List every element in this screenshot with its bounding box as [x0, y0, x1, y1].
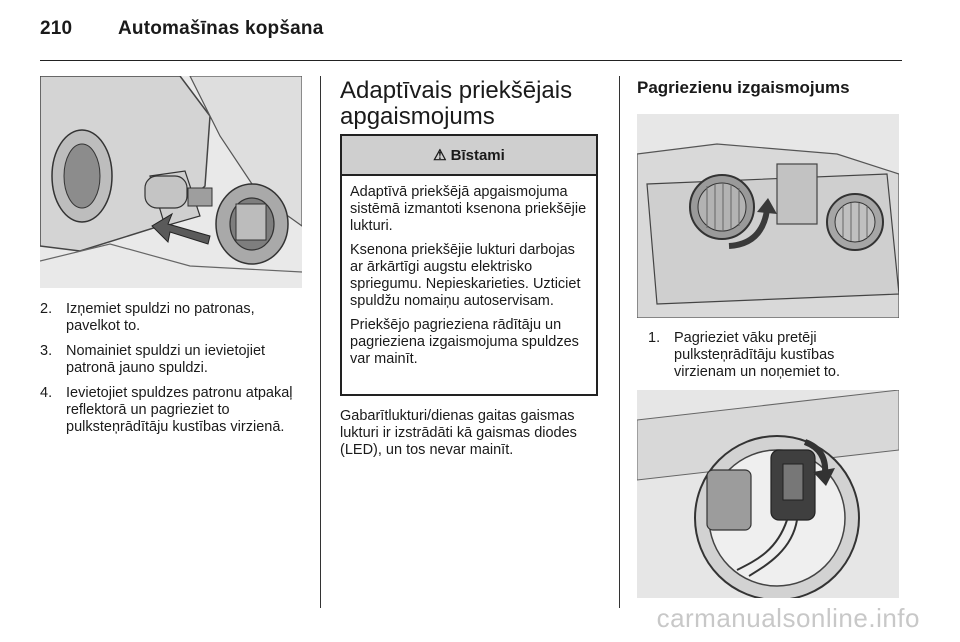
- left-step-list: [40, 301, 306, 444]
- headlamp-cover-illustration: [637, 114, 899, 318]
- header-rule: [40, 60, 902, 61]
- right-step-list: [648, 330, 898, 389]
- page-number: 210: [40, 18, 73, 39]
- section-heading: Adaptīvais priekšējais apgaismojums: [340, 77, 573, 130]
- column-divider: [619, 76, 620, 608]
- watermark: carmanualsonline.info: [656, 603, 920, 633]
- body-paragraph: Gabarītlukturi/dienas gaitas gaismas lukturi ir izstrādāti kā gaismas diodes (LED), un tos nevar mainīt.: [340, 408, 577, 458]
- warning-paragraph: Ksenona priekšējie lukturi darbojas ar ārkārtīgi augstu elektrisko spriegumu. Nepieskarieties. Uzticiet spuldžu nomaiņu autoservisam.: [350, 242, 581, 309]
- list-item: 1. Pagrieziet vāku pretēji pulksteņrādītāju kustības virzienam un noņemiet to.: [648, 330, 841, 380]
- warning-label: Bīstami: [450, 146, 505, 164]
- turn-lamp-bulb-illustration: [637, 390, 899, 598]
- column-divider: [320, 76, 321, 608]
- warning-box: [340, 134, 598, 396]
- warning-icon: ⚠: [433, 147, 447, 164]
- warning-paragraph: Priekšējo pagrieziena rādītāju un pagrieziena izgaismojuma spuldzes var mainīt.: [350, 317, 579, 367]
- page-title: Automašīnas kopšana: [118, 18, 324, 39]
- warning-paragraph: Adaptīvā priekšējā apgaismojuma sistēmā izmantoti ksenona priekšējie lukturi.: [350, 184, 587, 234]
- warning-header: [342, 136, 596, 176]
- subsection-heading: Pagriezienu izgaismojums: [637, 78, 850, 97]
- list-item: 4. Ievietojiet spuldzes patronu atpakaļ reflektorā un pagrieziet to pulksteņrādītāju kustības virzienā.: [40, 385, 293, 435]
- list-item: 3. Nomainiet spuldzi un ievietojiet patronā jauno spuldzi.: [40, 343, 266, 376]
- warning-body: [342, 176, 596, 368]
- bulb-socket-illustration: [40, 76, 302, 288]
- page-header: [40, 18, 323, 40]
- list-item: 2. Izņemiet spuldzi no patronas, pavelkot to.: [40, 301, 255, 334]
